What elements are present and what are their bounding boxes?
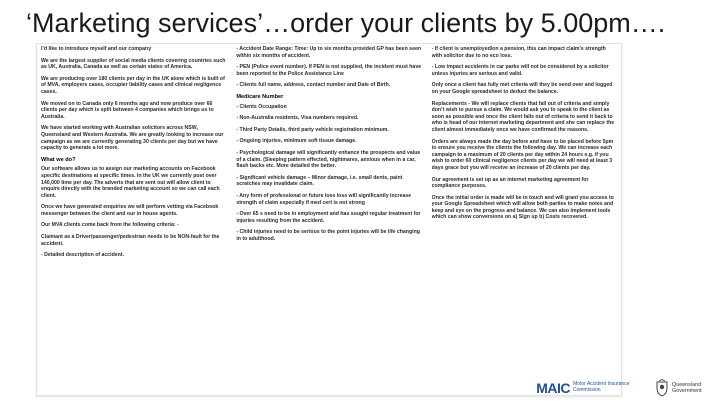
doc-paragraph: Claimant as a Driver/passenger/pedestrian needs to be NON-fault for the accident.: [41, 234, 220, 247]
doc-paragraph: - PEN (Police event number). If PEN is not supplied, the incident must have been reported to the Police Assistance Line: [236, 64, 422, 77]
doc-paragraph: - Psychological damage will significantly enhance the prospects and value of a claim. (Sleeping pattern effected, nightmares, anxious when in a car, flash backs etc. More detailed the better.: [236, 149, 421, 170]
doc-paragraph: Our software allows us to assign our marketing accounts on Facebook specific destinations at specific times. In the UK we currently post over 140,000 time per day. The adverts that are sent out will allow client to enquire directly with the branded marketing account so we can call each client.: [41, 166, 220, 199]
document-column-left: [41, 46, 226, 395]
doc-heading: What we do?: [41, 156, 76, 163]
doc-paragraph: - Third Party Details, third party vehicle registration minimum.: [236, 126, 389, 133]
doc-paragraph: We are the largest supplier of social media clients covering countries such as UK, Australia, Canada as well as certain states of America.: [41, 57, 226, 71]
doc-paragraph: We have started working with Australian solicitors across NSW, Queensland and Western Australia. We are greatly looking to increase our campaign as we are currently generating 30 clients per day but we have capacity to generate a lot more.: [41, 125, 224, 152]
slide-title: ‘Marketing services’…order your clients by 5.00pm….: [26, 8, 666, 38]
document-column-right: [432, 46, 617, 395]
crest-icon: [655, 379, 669, 397]
document-column-middle: [236, 46, 421, 395]
doc-paragraph: - Any form of professional or future loss loss will significantly increase strength of claim especially if med cert is not strong: [236, 192, 412, 206]
doc-paragraph: Orders are always made the day before and have to be placed before 5pm to ensure you receive the clients the following day. We can increase each campaign to a maximum of 20 clients per day within 24 hours e.g. if you wish to order 60 clinical negligence clients per day we will need at least 3 days grace but you will receive an increase of 20 clients per day.: [431, 138, 614, 171]
doc-paragraph: We are producing over 180 clients per day in the UK alone which is built of of MVA, employers cases, occupier liability cases and clinical negligence cases.: [41, 75, 225, 95]
doc-paragraph: - Over 65 s need to be in employment and has sought regular treatment for injuries resulting from the accident.: [236, 211, 421, 224]
doc-paragraph: Our agreement is set up as an internet marketing agreement for compliance purposes.: [431, 176, 589, 190]
doc-paragraph: I’d like to introduce myself and our company: [41, 46, 152, 52]
doc-paragraph: - Accident Date Range: Time: Up to six months provided GP has been seen within six months of accident.: [236, 46, 422, 59]
doc-paragraph: - Clients full name, address, contact number and Date of Birth.: [236, 82, 391, 89]
doc-paragraph: - If client is unemployed/on a pension, this can impact claim’s strength with solicitor due to no eco loss.: [431, 46, 606, 59]
doc-paragraph: Once we have generated enquiries we will perform vetting via Facebook messenger between the client and our in house agents.: [41, 204, 219, 217]
doc-paragraph: - Ongoing injuries, minimum soft tissue damage.: [236, 138, 357, 145]
document-columns: [41, 46, 617, 395]
doc-paragraph: - Non-Australia residents, Visa numbers required.: [236, 115, 359, 122]
doc-paragraph: We moved on to Canada only 6 months ago and now produce over 66 clients per day which is split between 4 companies which brings us to Australia.: [41, 100, 214, 120]
doc-paragraph: - Clients Occupation: [236, 103, 287, 110]
doc-paragraph: - Child injuries need to be serious to the point injuries will be life changing in to adulthood.: [236, 229, 420, 242]
doc-paragraph: - Low impact accidents in car parks will not be considered by a solicitor unless injuries are serious and valid.: [431, 64, 609, 77]
maic-logo: [536, 380, 637, 396]
doc-paragraph: Replacements - We will replace clients that fall out of criteria and simply don’t wish to pursue a claim. We would ask you to speak to the client as soon as possible and once the client falls out of criteria to send it back to who is head of our internet marketing department and she can replace the client almost immediately once we have confirmed the reasons.: [431, 100, 615, 133]
doc-heading: Medicare Number: [236, 93, 284, 100]
queensland-government-logo: [655, 379, 712, 397]
doc-paragraph: - Significant vehicle damage – Minor damage, i.e. small dents, paint scratches may invalidate claim.: [236, 174, 403, 188]
document-screenshot: [36, 43, 622, 396]
maic-subtitle: Motor Accident Insurance Commission: [573, 381, 630, 393]
doc-paragraph: Only once a client has fully met criteria will they be send over and logged on your Google spreadsheet to deduct the balance.: [431, 82, 613, 95]
footer-logos: [536, 377, 712, 399]
doc-paragraph: - Detailed description of accident.: [41, 252, 125, 259]
qld-text: Queensland Government: [672, 382, 702, 394]
doc-paragraph: Our MVA clients come back from the following criteria: -: [41, 222, 179, 229]
doc-paragraph: Once the initial order is made will be in touch and will grant you access to your Google Spreadsheet which will allow both parties to make notes and keep and eye on the progress and balance. We can also implement tools which can show conversions on a) Sign up b) Costs recovered.: [431, 194, 614, 221]
maic-wordmark: MAIC: [536, 380, 570, 396]
